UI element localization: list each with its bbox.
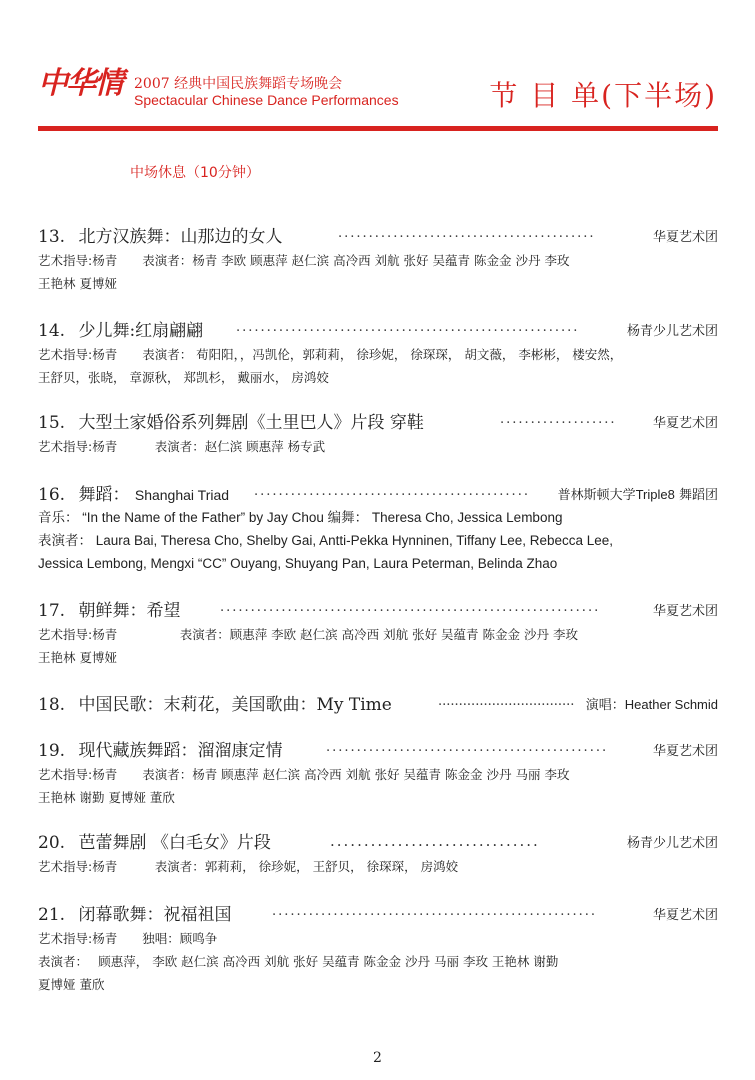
leader-dots: ........................................................	[236, 320, 580, 335]
item-organization: 演唱：Heather Schmid	[585, 697, 718, 713]
header-rule	[38, 126, 718, 131]
item-credits-line: 艺术指导:杨青 表演者：杨青 李欧 顾惠萍 赵仁滨 高冷西 刘航 张好 吴蕴青 陈金金 沙丹 李玫	[38, 253, 570, 268]
item-credits-line: 表演者： 顾惠萍， 李欧 赵仁滨 高冷西 刘航 张好 吴蕴青 陈金金 沙丹 马丽 李玫 王艳林 谢勤	[38, 954, 559, 969]
program-item-17	[38, 596, 718, 669]
item-credits-line: 王舒贝，张晓， 章源秋， 郑凯杉， 戴丽水， 房鸿姣	[38, 370, 329, 385]
page-number: 2	[373, 1050, 382, 1066]
intermission-note: 中场休息（10分钟）	[130, 165, 260, 181]
item-organization: 杨青少儿艺术团	[626, 836, 718, 851]
item-organization: 华夏艺术团	[652, 416, 718, 431]
leader-dots: ..........................................	[338, 226, 596, 241]
item-title: 舞蹈：	[78, 485, 130, 505]
item-organization: 华夏艺术团	[652, 230, 718, 245]
item-credits-line: 夏博娅 董欣	[38, 977, 105, 992]
item-organization: 普林斯顿大学Triple8 舞蹈团	[557, 487, 718, 503]
item-credits-line: 艺术指导:杨青 独唱：顾鸣争	[38, 931, 218, 946]
item-number: 16.	[38, 485, 66, 505]
item-credits-line: Jessica Lembong, Mengxi “CC” Ouyang, Shuyang Pan, Laura Peterman, Belinda Zhao	[38, 556, 558, 571]
item-organization: 杨青少儿艺术团	[626, 324, 718, 339]
program-item-21	[38, 900, 718, 996]
leader-dots: .................................	[438, 694, 575, 709]
page-header	[0, 0, 755, 140]
program-item-18	[38, 690, 718, 714]
item-number: 15.	[38, 413, 66, 433]
item-credits-line: 王艳林 夏博娅	[38, 650, 117, 665]
subtitle-chinese: 2007 经典中国民族舞蹈专场晚会	[134, 76, 343, 92]
item-organization: 华夏艺术团	[652, 604, 718, 619]
item-number: 14.	[38, 321, 66, 341]
item-title: 少儿舞:红扇翩翩	[78, 321, 204, 341]
leader-dots: ...................	[500, 412, 617, 427]
leader-dots: ..............................................	[326, 740, 609, 755]
item-title: 大型土家婚俗系列舞剧《土里巴人》片段 穿鞋	[78, 413, 424, 433]
item-number: 19.	[38, 741, 66, 761]
item-number: 17.	[38, 601, 66, 621]
program-item-14	[38, 316, 718, 389]
item-credits-line: 表演者： Laura Bai, Theresa Cho, Shelby Gai, Antti-Pekka Hynninen, Tiffany Lee, Rebecca Lee,	[38, 533, 614, 548]
subtitle-english: Spectacular Chinese Dance Performances	[134, 92, 399, 108]
item-credits-line: 艺术指导:杨青 表演者：顾惠萍 李欧 赵仁滨 高冷西 刘航 张好 吴蕴青 陈金金 沙丹 李玫	[38, 627, 578, 642]
item-organization: 华夏艺术团	[652, 908, 718, 923]
item-number: 20.	[38, 833, 66, 853]
item-credits-line: 王艳林 夏博娅	[38, 276, 117, 291]
program-item-16	[38, 480, 718, 575]
brand-logo: 中华情	[38, 66, 122, 101]
item-title: 北方汉族舞：山那边的女人	[78, 227, 283, 247]
item-title: 芭蕾舞剧 《白毛女》片段	[78, 833, 271, 853]
program-title: 节 目 单(下半场)	[489, 79, 717, 112]
item-credits-line: 艺术指导:杨青 表演者：郭莉莉， 徐珍妮， 王舒贝， 徐琛琛， 房鸿姣	[38, 859, 459, 874]
item-credits-line: 艺术指导:杨青 表演者： 荀阳阳，，冯凯伦，郭莉莉， 徐珍妮， 徐琛琛， 胡文薇， 李彬彬， 楼安然，	[38, 347, 623, 362]
program-item-13	[38, 222, 718, 295]
leader-dots: .....................................................	[272, 904, 598, 919]
leader-dots: .............................................	[254, 484, 530, 499]
leader-dots: ...............................	[330, 832, 540, 850]
program-item-20	[38, 828, 718, 878]
item-organization: 华夏艺术团	[652, 744, 718, 759]
program-item-15	[38, 408, 718, 458]
leader-dots: ..............................................................	[220, 600, 601, 615]
item-credits-line: 艺术指导:杨青 表演者：赵仁滨 顾惠萍 杨专武	[38, 439, 326, 454]
item-title-english: Shanghai Triad	[134, 487, 230, 503]
item-credits-line: 艺术指导:杨青 表演者：杨青 顾惠萍 赵仁滨 高冷西 刘航 张好 吴蕴青 陈金金 沙丹 马丽 李玫	[38, 767, 570, 782]
item-number: 18.	[38, 695, 66, 715]
item-title: 中国民歌：末莉花，美国歌曲：My Time	[78, 695, 392, 715]
item-credits-line: 王艳林 谢勤 夏博娅 董欣	[38, 790, 175, 805]
program-item-19	[38, 736, 718, 809]
item-number: 13.	[38, 227, 66, 247]
item-title: 朝鲜舞：希望	[78, 601, 181, 621]
item-credits-line: 音乐： “In the Name of the Father” by Jay Chou 编舞： Theresa Cho, Jessica Lembong	[38, 510, 563, 525]
item-title: 现代藏族舞蹈：溜溜康定情	[78, 741, 283, 761]
item-number: 21.	[38, 905, 66, 925]
item-title: 闭幕歌舞：祝福祖国	[78, 905, 232, 925]
